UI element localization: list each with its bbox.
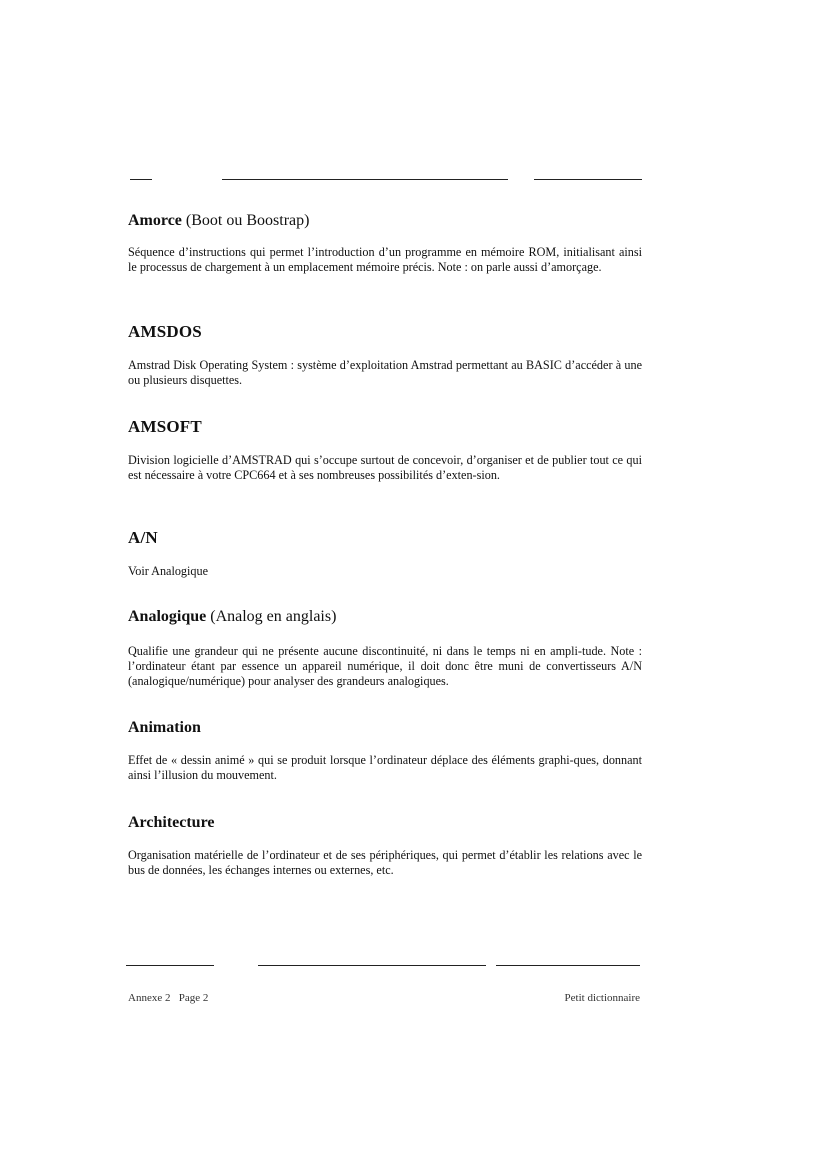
entry-term: A/N [128, 528, 158, 547]
entry-term: Amorce [128, 212, 182, 229]
entry-term-line [128, 607, 642, 627]
entry-analogique [128, 607, 642, 689]
entry-a-n [128, 528, 642, 579]
entry-definition: Qualifie une grandeur qui ne présente aucune discontinuité, ni dans le temps ni en ampli-tude. Note : l’ordinateur étant par essence un appareil numérique, il doit donc être muni de convertisseurs A/N (analogique/numérique) pour analyser des grandeurs analogiques. [128, 644, 642, 688]
entry-amsdos [128, 322, 642, 388]
entry-architecture [128, 813, 642, 878]
entry-term: Architecture [128, 814, 215, 831]
top-rule-short [130, 179, 152, 180]
entry-term: Analogique [128, 608, 207, 625]
entry-definition: Effet de « dessin animé » qui se produit lorsque l’ordinateur déplace des éléments graphi-ques, donnant ainsi l’illusion du mouvement. [128, 753, 642, 782]
entry-term: AMSOFT [128, 417, 202, 436]
entry-term: Animation [128, 719, 201, 736]
entry-definition: Voir Analogique [128, 564, 209, 578]
entry-definition: Division logicielle d’AMSTRAD qui s’occupe surtout de concevoir, d’organiser et de publier tout ce qui est nécessaire à votre CPC664 et à ses nombreuses possibilités d’exten-sion. [128, 453, 642, 482]
footer-section-title: Petit dictionnaire [564, 992, 640, 1004]
entry-term-note: (Analog en anglais) [210, 608, 337, 625]
entry-definition: Amstrad Disk Operating System : système d’exploitation Amstrad permettant au BASIC d’accéder à une ou plusieurs disquettes. [128, 358, 642, 387]
top-rule-right [534, 179, 642, 180]
footer-page-ref: Annexe 2 Page 2 [128, 992, 209, 1004]
entry-amsoft [128, 417, 642, 483]
entry-definition: Séquence d’instructions qui permet l’introduction d’un programme en mémoire ROM, initialisant ainsi le processus de chargement à un emplacement mémoire précis. Note : on parle aussi d’amorçage. [128, 245, 642, 274]
entry-amorce [128, 211, 642, 275]
entry-term-note: (Boot ou Boostrap) [185, 212, 310, 229]
entry-definition: Organisation matérielle de l’ordinateur et de ses périphériques, qui permet d’établir les relations avec le bus de données, les échanges internes ou externes, etc. [128, 848, 642, 877]
entry-animation [128, 718, 642, 783]
entry-term-line [128, 211, 642, 231]
top-rule-long [222, 179, 508, 180]
bottom-rule-long [258, 965, 486, 966]
bottom-rule-left [126, 965, 214, 966]
entry-term: AMSDOS [128, 322, 202, 341]
bottom-rule-right [496, 965, 640, 966]
